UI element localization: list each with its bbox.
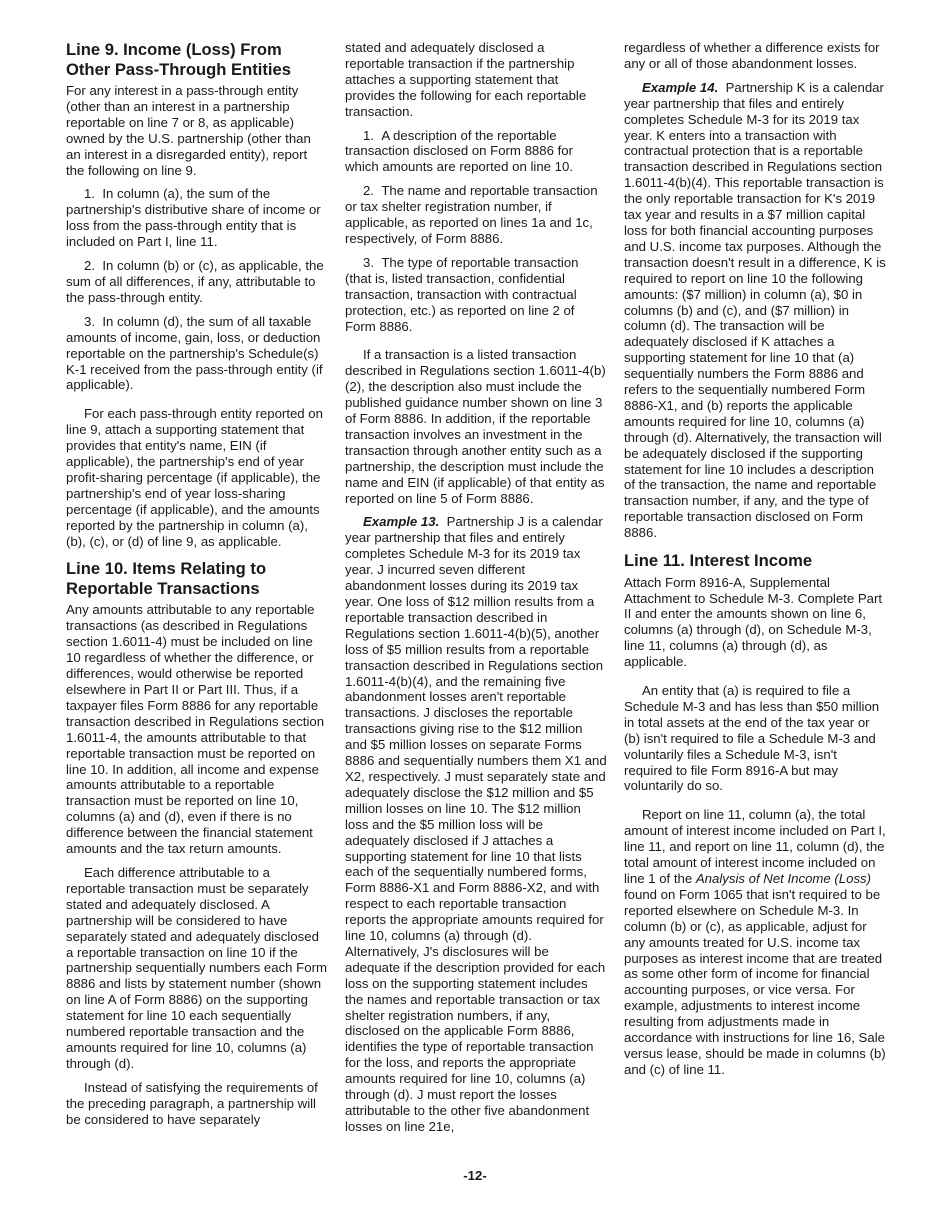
heading-line-11: Line 11. Interest Income	[624, 551, 813, 571]
list-item: 1. A description of the reportable transaction disclosed on Form 8886 for which amounts are reported on line 10.	[345, 127, 573, 175]
heading-line-10: Line 10. Items Relating to Reportable Transactions	[66, 559, 267, 598]
paragraph: If a transaction is a listed transaction described in Regulations section 1.6011-4(b)(2), the description also must include the published guidance number shown on line 3 of Form 8886. In addition, if the reportable transaction involves an investment in the transaction through another entity such as a partnership, the description must include the name and EIN (if applicable) of that entity as reported on line 5 of Form 8886.	[345, 347, 606, 506]
paragraph: For each pass-through entity reported on line 9, attach a supporting statement that provides that entity's name, EIN (if applicable), the partnership's end of year profit-sharing percentage (if applicable), the partnership's end of year loss-sharing percentage (if applicable), and the amounts reported by the partnership in column (a), (b), (c), or (d) of line 9, as applicable.	[66, 406, 323, 549]
paragraph: Each difference attributable to a reportable transaction must be separately stated and adequately disclosed. A partnership will be considered to have separately stated and adequately disclosed a reportable transaction on line 10 if the partnership sequentially numbers each Form 8886 and lists by statement number (shown on line A of Form 8886) on the supporting statement for line 10 each sequentially numbered reportable transaction and the amounts required for line 10, columns (a) through (d).	[66, 864, 327, 1071]
column-middle	[345, 40, 607, 1143]
form-reference: Analysis of Net Income (Loss)	[695, 871, 872, 886]
example-13	[345, 514, 607, 1134]
text-run: Report on line 11, column (a), the total amount of interest income included on Part I, line 11, and report on line 11, column (d), the total amount of interest income included on line 1 of the	[624, 807, 886, 886]
example-13-label: Example 13.	[363, 514, 440, 530]
list-item: 2. In column (b) or (c), as applicable, the sum of all differences, if any, attributable to the pass-through entity.	[66, 258, 324, 305]
paragraph: Attach Form 8916-A, Supplemental Attachment to Schedule M-3. Complete Part II and enter the amounts shown on line 6, columns (a) through (d), on Schedule M-3, line 11, columns (a) through (d), as applicable.	[624, 574, 883, 670]
list-item: 2. The name and reportable transaction or tax shelter registration number, if applicable, as reported on lines 1a and 1c, respectively, of Form 8886.	[345, 183, 598, 246]
example-14	[624, 80, 886, 541]
paragraph: regardless of whether a difference exists for any or all of those abandonment losses.	[624, 40, 880, 71]
text-run: found on Form 1065 that isn't required to be reported elsewhere on Schedule M-3. In column (b) or (c), as applicable, adjust for any amounts treated for U.S. income tax purposes as interest income that are treated as some other form of income for financial accounting purposes, or vice versa. For example, adjustments to interest income resulting from adjustments made in accordance with instructions for line 16, Sale versus lease, should be made in columns (b) and (c) of line 11.	[624, 886, 886, 1077]
paragraph	[624, 807, 886, 1077]
example-14-text: Partnership K is a calendar year partnership that files and entirely completes Schedule M-3 for its 2019 tax year. K enters into a transaction with contractual protection that is a reportable transaction described in Regulations section 1.6011-4(b)(4). This reportable transaction is the only reportable transaction for K's 2019 tax year and results in a $7 million capital loss for both financial accounting purposes and U.S. income tax purposes. Although the transaction doesn't result in a difference, K is required to report on line 10 the following amounts: ($7 million) in column (a), $0 in columns (b) and (c), and ($7 million) in column (d). The transaction will be adequately disclosed if K attaches a supporting statement for line 10 that (a) sequentially numbers the Form 8886 and refers to the sequentially numbered Form 8886-X1, and (b) reports the applicable amounts required for line 10, columns (a) through (d). Alternatively, the transaction will be adequately disclosed if the supporting statement for line 10 includes a description of the transaction, the name and reportable transaction number, if any, and the type of reportable transaction disclosed on Form 8886.	[624, 79, 886, 541]
paragraph: stated and adequately disclosed a reportable transaction if the partnership attaches a supporting statement that provides the following for each reportable transaction.	[345, 40, 587, 119]
list-item: 3. The type of reportable transaction (that is, listed transaction, confidential transaction, transaction with contractual protection, etc.) as reported on line 2 of Form 8886.	[345, 254, 579, 334]
heading-line-9: Line 9. Income (Loss) From Other Pass-Through Entities	[66, 40, 291, 79]
list-item: 1. In column (a), the sum of the partnership's distributive share of income or loss from the pass-through entity that is included on Part I, line 11.	[66, 186, 321, 250]
paragraph: Any amounts attributable to any reportable transactions (as described in Regulations section 1.6011-4) must be included on line 10 regardless of whether the difference, or differences, would otherwise be reported elsewhere in Part II or Part III. Thus, if a taxpayer files Form 8886 for any reportable transaction described in Regulations section 1.6011-4, the amounts attributable to that reportable transaction must be reported on line 10. In addition, all income and expense amounts attributable to a reportable transaction must be reported on line 10, columns (a) and (d), even if there is no difference between the financial statement amounts and the tax return amounts.	[66, 602, 325, 857]
column-right	[624, 40, 886, 1086]
page-number: -12-	[463, 1168, 487, 1183]
example-14-label: Example 14.	[642, 79, 719, 95]
paragraph: Instead of satisfying the requirements of the preceding paragraph, a partnership will be considered to have separately	[66, 1079, 318, 1127]
paragraph: An entity that (a) is required to file a Schedule M-3 and has less than $50 million in total assets at the end of the tax year or (b) isn't required to file a Schedule M-3 and voluntarily files a Schedule M-3, isn't required to file Form 8916-A but may voluntarily do so.	[624, 683, 880, 794]
list-item: 3. In column (d), the sum of all taxable amounts of income, gain, loss, or deduction reportable on the partnership's Schedule(s) K-1 received from the pass-through entity (if applicable).	[66, 313, 323, 393]
column-left	[66, 40, 328, 1135]
paragraph: For any interest in a pass-through entity (other than an interest in a partnership reportable on line 7 or 8, as applicable) owned by the U.S. partnership (other than an interest in a disregarded entity), report the following on line 9.	[66, 83, 311, 178]
example-13-text: Partnership J is a calendar year partnership that files and entirely completes Schedule M-3 for its 2019 tax year. J incurred seven different abandonment losses during its 2019 tax year. One loss of $12 million results from a reportable transaction described in Regulations section 1.6011-4(b)(5), another loss of $5 million results from a reportable transaction described in Regulations section 1.6011-4(b)(4), and the remaining five abandonment losses aren't reportable transactions. J discloses the reportable transactions giving rise to the $12 million and $5 million losses on separate Forms 8886 and sequentially numbers them X1 and X2, respectively. J must separately state and adequately disclose the $12 million and $5 million losses on line 10. The $12 million loss and the $5 million loss will be adequately disclosed if J attaches a supporting statement for line 10 that lists each of the sequentially numbered forms, Form 8886-X1 and Form 8886-X2, and with respect to each reportable transaction reports the appropriate amounts required for line 10, columns (a) through (d). Alternatively, J's disclosures will be adequate if the description provided for each loss on the supporting statement includes the names and reportable transaction or tax shelter registration numbers, if any, disclosed on the applicable Form 8886, identifies the type of reportable transaction for the loss, and reports the appropriate amounts required for line 10, columns (a) through (d). J must report the losses attributable to the other five abandonment losses on line 21e,	[345, 514, 607, 1134]
